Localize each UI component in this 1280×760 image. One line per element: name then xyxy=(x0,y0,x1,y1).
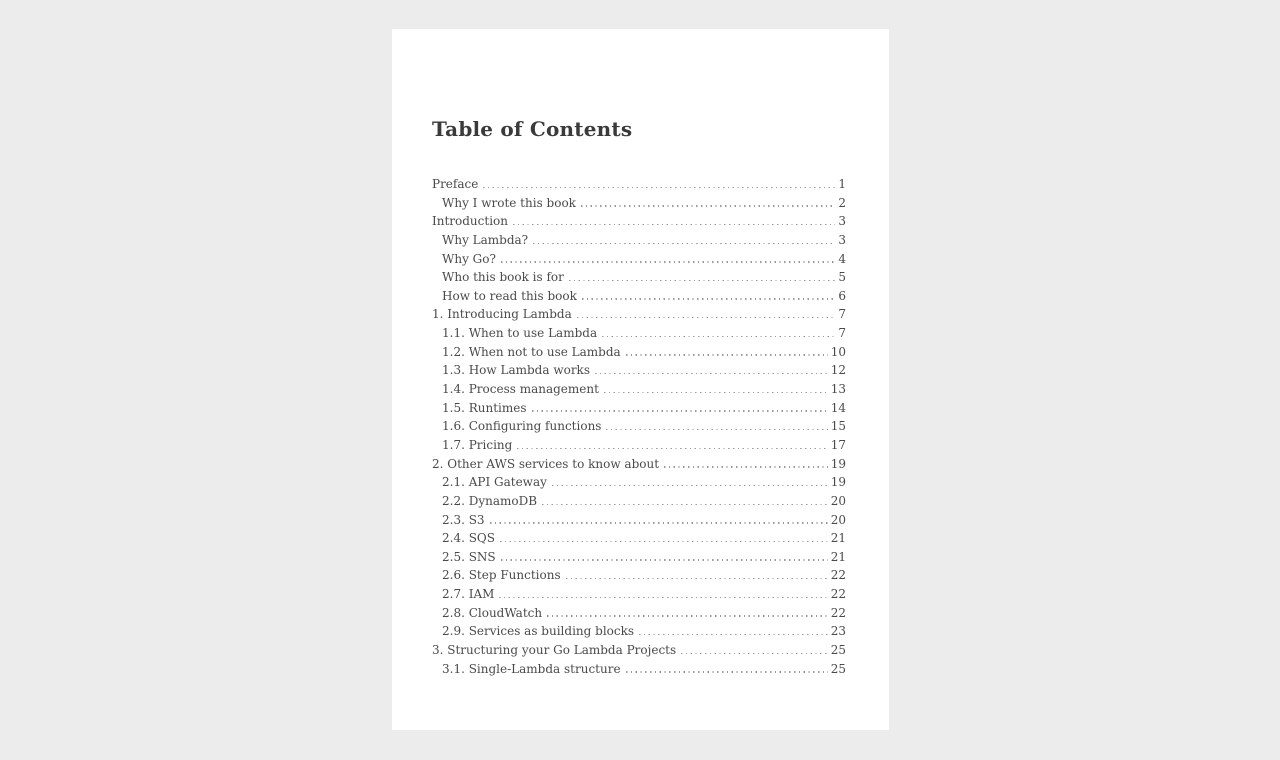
toc-entry-page: 3 xyxy=(838,232,846,247)
dotted-leader xyxy=(517,448,827,449)
toc-entry[interactable] xyxy=(432,175,846,194)
dotted-leader xyxy=(547,615,828,616)
toc-entry-label: 1.5. Runtimes xyxy=(442,400,527,415)
toc-entry[interactable] xyxy=(432,660,846,679)
toc-entry-label: 2.2. DynamoDB xyxy=(442,493,538,508)
toc-entry-label: 3.1. Single-Lambda structure xyxy=(442,661,621,676)
toc-entry-page: 2 xyxy=(838,195,846,210)
toc-entry-label: Introduction xyxy=(432,214,508,229)
toc-entry-page: 13 xyxy=(830,382,846,397)
toc-entry-page: 22 xyxy=(830,568,846,583)
toc-entry-page: 1 xyxy=(838,177,846,191)
toc-entry-label: 1.6. Configuring functions xyxy=(442,419,602,434)
dotted-leader xyxy=(581,205,835,206)
toc-entry[interactable] xyxy=(432,622,846,641)
dotted-leader xyxy=(606,429,827,430)
toc-entry-label: 1.4. Process management xyxy=(442,382,599,397)
toc-entry-page: 7 xyxy=(838,307,846,322)
toc-entry[interactable] xyxy=(432,492,846,511)
toc-entry-label: Why I wrote this book xyxy=(442,195,576,210)
toc-entry-label: 2.3. S3 xyxy=(442,512,485,527)
dotted-leader xyxy=(499,597,827,598)
toc-entry-page: 4 xyxy=(838,251,846,266)
toc-entry-page: 6 xyxy=(838,288,846,303)
toc-entry-label: 2.1. API Gateway xyxy=(442,475,547,490)
dotted-leader xyxy=(626,671,828,672)
dotted-leader xyxy=(604,392,828,393)
dotted-leader xyxy=(532,410,828,411)
dotted-leader xyxy=(566,578,828,579)
toc-entry[interactable] xyxy=(432,585,846,604)
dotted-leader xyxy=(542,504,828,505)
toc-entry[interactable] xyxy=(432,287,846,306)
toc-entry-label: 2. Other AWS services to know about xyxy=(432,456,660,471)
toc-entry-page: 3 xyxy=(838,214,846,229)
toc-entry-page: 12 xyxy=(830,363,846,378)
dotted-leader xyxy=(483,187,835,188)
toc-entry[interactable] xyxy=(432,455,846,474)
toc-entry-label: Why Go? xyxy=(442,251,496,266)
toc-entry-page: 15 xyxy=(830,419,846,434)
toc-entry-label: How to read this book xyxy=(442,288,577,303)
toc-entry-label: Why Lambda? xyxy=(442,232,529,247)
document-page xyxy=(392,29,889,730)
dotted-leader xyxy=(664,466,828,467)
toc-entry-label: Who this book is for xyxy=(442,270,564,285)
toc-entry[interactable] xyxy=(432,194,846,213)
toc-entry-page: 22 xyxy=(830,587,846,602)
toc-entry[interactable] xyxy=(432,548,846,567)
dotted-leader xyxy=(513,224,835,225)
toc-entry-label: 1.2. When not to use Lambda xyxy=(442,344,621,359)
toc-entry-page: 21 xyxy=(830,549,846,564)
toc-entry[interactable] xyxy=(432,250,846,269)
toc-entry-label: Preface xyxy=(432,177,479,191)
toc-entry-label: 1. Introducing Lambda xyxy=(432,307,572,322)
dotted-leader xyxy=(501,559,828,560)
toc-entry-label: 1.7. Pricing xyxy=(442,437,513,452)
toc-entry-label: 2.9. Services as building blocks xyxy=(442,624,635,639)
toc-entry[interactable] xyxy=(432,399,846,418)
toc-entry-label: 2.4. SQS xyxy=(442,531,495,546)
toc-entry[interactable] xyxy=(432,417,846,436)
toc-entry-label: 2.5. SNS xyxy=(442,549,496,564)
dotted-leader xyxy=(533,243,835,244)
toc-entry-label: 1.3. How Lambda works xyxy=(442,363,590,378)
page-title: Table of Contents xyxy=(432,117,633,141)
toc-entry[interactable] xyxy=(432,343,846,362)
toc-entry-label: 2.8. CloudWatch xyxy=(442,605,543,620)
toc-entry-page: 19 xyxy=(830,456,846,471)
toc-entry-label: 3. Structuring your Go Lambda Projects xyxy=(432,643,677,658)
toc-entry[interactable] xyxy=(432,473,846,492)
toc-entry-page: 25 xyxy=(830,643,846,658)
toc-entry-page: 7 xyxy=(838,326,846,341)
toc-entry-page: 19 xyxy=(830,475,846,490)
dotted-leader xyxy=(595,373,828,374)
toc-entry-page: 22 xyxy=(830,605,846,620)
toc-entry[interactable] xyxy=(432,529,846,548)
toc-entry-page: 5 xyxy=(838,270,846,285)
toc-entry-label: 1.1. When to use Lambda xyxy=(442,326,598,341)
dotted-leader xyxy=(569,280,835,281)
dotted-leader xyxy=(582,298,835,299)
toc-entry[interactable] xyxy=(432,268,846,287)
toc-entry[interactable] xyxy=(432,566,846,585)
toc-entry-page: 25 xyxy=(830,661,846,676)
dotted-leader xyxy=(626,354,828,355)
toc-list xyxy=(432,175,846,678)
dotted-leader xyxy=(602,336,835,337)
toc-entry[interactable] xyxy=(432,436,846,455)
dotted-leader xyxy=(501,261,835,262)
toc-entry[interactable] xyxy=(432,641,846,660)
dotted-leader xyxy=(639,634,828,635)
toc-entry[interactable] xyxy=(432,604,846,623)
toc-entry-label: 2.7. IAM xyxy=(442,587,495,602)
dotted-leader xyxy=(500,541,828,542)
toc-entry-page: 17 xyxy=(830,437,846,452)
toc-entry-page: 21 xyxy=(830,531,846,546)
toc-entry-page: 10 xyxy=(830,344,846,359)
toc-entry[interactable] xyxy=(432,324,846,343)
toc-entry-page: 23 xyxy=(830,624,846,639)
toc-entry[interactable] xyxy=(432,231,846,250)
toc-entry-page: 14 xyxy=(830,400,846,415)
toc-entry-page: 20 xyxy=(830,512,846,527)
toc-entry[interactable] xyxy=(432,380,846,399)
toc-entry-page: 20 xyxy=(830,493,846,508)
toc-entry-label: 2.6. Step Functions xyxy=(442,568,561,583)
toc-entry[interactable] xyxy=(432,305,846,324)
dotted-leader xyxy=(552,485,828,486)
dotted-leader xyxy=(681,653,828,654)
toc-entry[interactable] xyxy=(432,212,846,231)
dotted-leader xyxy=(490,522,828,523)
toc-entry[interactable] xyxy=(432,511,846,530)
toc-entry[interactable] xyxy=(432,361,846,380)
dotted-leader xyxy=(577,317,836,318)
